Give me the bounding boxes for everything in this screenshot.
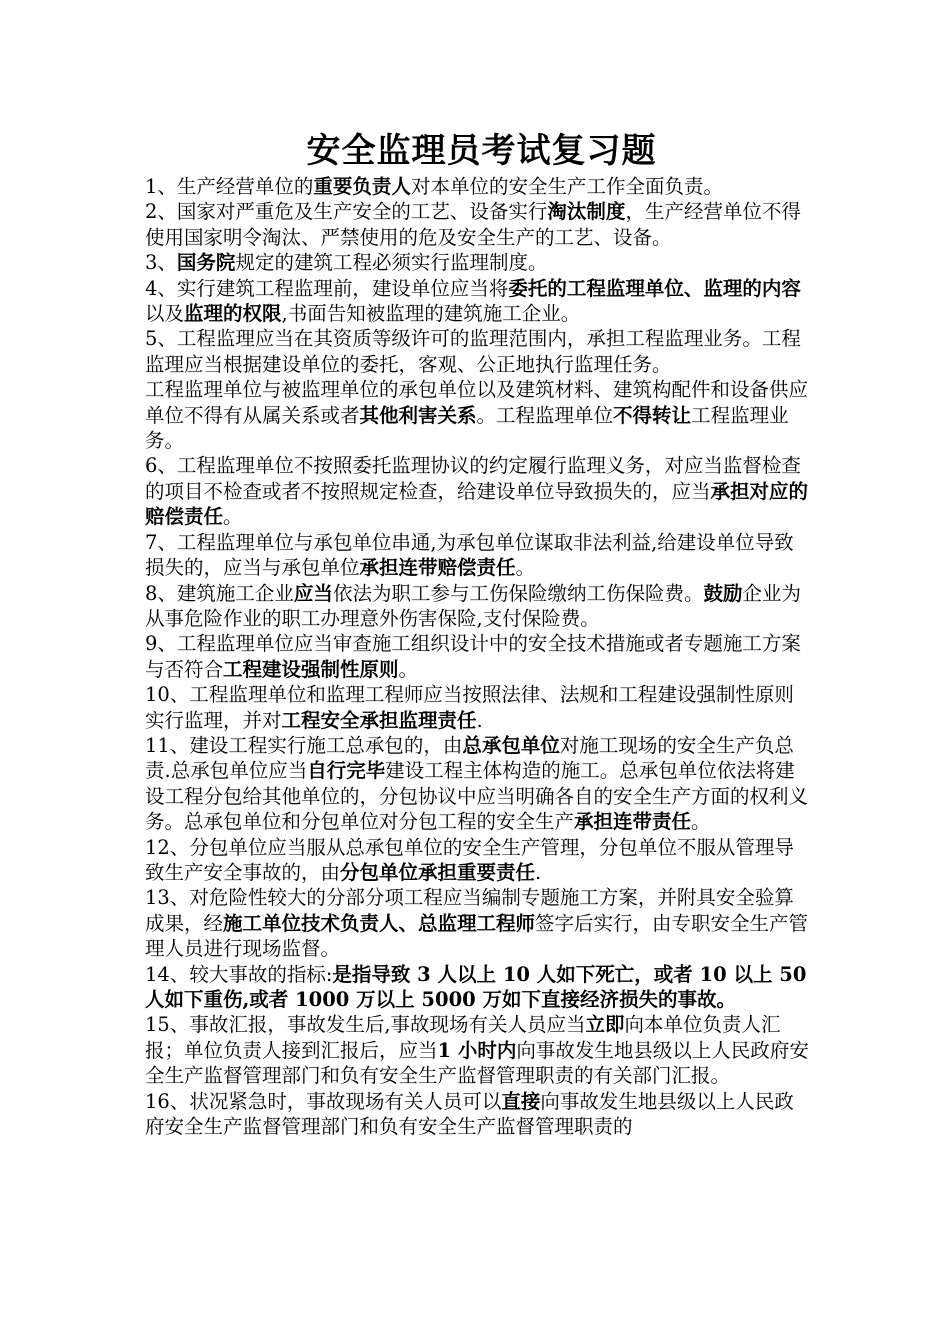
body-text-run: 对本单位的安全生产工作全面负责。 (410, 175, 723, 198)
emphasis-text: 是指导致 3 人以上 10 人如下死亡，或者 10 以上 50 人如下重伤,或者 1000 万以上 5000 万如下直接经济损失的事故。 (145, 962, 807, 1011)
emphasis-text: 监理的权限 (184, 302, 282, 326)
emphasis-text: 不得转让 (613, 403, 692, 427)
emphasis-text: 应当 (293, 581, 333, 605)
body-text-run: 依法为职工参与工伤保险缴纳工伤保险费。 (332, 581, 704, 605)
emphasis-text: 工程建设强制性原则 (223, 657, 399, 681)
body-text-run: 11、建设工程实行施工总承包的，由 (145, 733, 463, 757)
emphasis-text: 重要负责人 (313, 175, 411, 198)
body-text-run: 规定的建筑工程必须实行监理制度。 (235, 251, 548, 275)
body-text-run: 10、工程监理单位和监理工程师应当按照法律、法规和工程建设强制性原则实行监理，并对 (145, 683, 794, 732)
paragraph-13 (145, 835, 810, 886)
body-text-run: 5、工程监理应当在其资质等级许可的监理范围内，承担工程监理业务。工程监理应当根据建设单位的委托，客观、公正地执行监理任务。 (145, 327, 801, 376)
paragraph-6 (145, 377, 810, 453)
body-text-run: 向事故发生地县级以上人民政府安全生产监督管理部门和负有安全生产监督管理职责的 (145, 1089, 794, 1139)
body-text-run: 。 (691, 810, 711, 834)
emphasis-text: 淘汰制度 (547, 200, 626, 224)
body-text-run: 。 (223, 505, 243, 529)
body-text-run: 1、生产经营单位的 (145, 175, 314, 198)
body-text-run: 工程监理单位与被监理单位的承包单位以及建筑材料、建筑构配件和设备供应单位不得有从属关系或者 (145, 378, 809, 427)
body-text-run: ,书面告知被监理的建筑施工企业。 (281, 302, 581, 326)
body-text-run: 以及 (145, 302, 185, 326)
body-text-run: 6、工程监理单位不按照委托监理协议的约定履行监理义务，对应当监督检查的项目不检查或者不按照规定检查，给建设单位导致损失的，应当 (145, 454, 801, 503)
body-text-run: 16、状况紧急时，事故现场有关人员可以 (145, 1089, 502, 1113)
emphasis-text: 自行完毕 (307, 759, 386, 783)
paragraph-17 (145, 1089, 810, 1140)
body-text-run: 。 (515, 556, 536, 580)
document-page (145, 128, 810, 1139)
paragraph-1 (145, 174, 810, 199)
body-text-run: 14、较大事故的指标: (145, 962, 333, 986)
document-title: 安全监理员考试复习题 (306, 131, 657, 171)
body-text-run: 企业为从事危险作业的职工办理意外伤害保险,支付保险费。 (145, 581, 801, 630)
body-text-run: 2、国家对严重危及生产安全的工艺、设备实行 (145, 200, 548, 224)
emphasis-text: 施工单位技术负责人、总监理工程师 (223, 911, 536, 935)
body-text-run: 签字后实行，由专职安全生产管理人员进行现场监督。 (145, 911, 809, 961)
body-text-run: 8、建筑施工企业 (145, 581, 294, 605)
emphasis-text: 直接 (501, 1089, 541, 1113)
paragraph-10 (145, 631, 810, 682)
paragraph-3 (145, 250, 810, 275)
paragraph-16 (145, 1012, 810, 1088)
emphasis-text: 其他利害关系 (359, 403, 477, 427)
emphasis-text: 立即 (585, 1013, 625, 1037)
paragraph-7 (145, 453, 810, 529)
body-text-run: 对施工现场的安全生产负总责.总承包单位应当 (145, 733, 794, 783)
body-text-run: 9、工程监理单位应当审查施工组织设计中的安全技术措施或者专题施工方案与否符合 (145, 632, 801, 681)
body-text-run: . (476, 708, 483, 732)
body-text-run: 4、实行建筑工程监理前，建设单位应当将 (145, 276, 509, 300)
emphasis-text: 工程安全承担监理责任 (281, 708, 477, 732)
paragraph-15 (145, 962, 810, 1013)
paragraph-11 (145, 682, 810, 733)
emphasis-text: 承担对应的赔偿责任 (145, 479, 809, 529)
emphasis-text: 1 小时内 (437, 1038, 517, 1062)
paragraph-8 (145, 530, 810, 581)
body-text-run: 。工程监理单位 (476, 403, 614, 427)
paragraph-2 (145, 199, 810, 250)
emphasis-text: 分包单位承担重要责任 (340, 860, 536, 884)
body-text-run: 向本单位负责人汇报；单位负责人接到汇报后，应当 (145, 1013, 781, 1062)
paragraph-4 (145, 276, 810, 327)
emphasis-text: 承担连带赔偿责任 (359, 556, 516, 580)
body-text-run: 工程监理业务。 (145, 403, 789, 453)
body-text-run: 7、工程监理单位与承包单位串通,为承包单位谋取非法利益,给建设单位导致损失的，应当与承包单位 (145, 530, 794, 580)
paragraph-14 (145, 885, 810, 961)
body-text-run: 15、事故汇报，事故发生后,事故现场有关人员应当 (145, 1013, 586, 1037)
body-text-run: 。 (398, 657, 419, 681)
emphasis-text: 总承包单位 (462, 733, 560, 757)
paragraph-12 (145, 733, 810, 835)
paragraph-9 (145, 581, 810, 632)
paragraph-5 (145, 326, 810, 377)
body-text-run: . (535, 860, 542, 884)
document-body (145, 174, 810, 1139)
body-text-run: 3、 (145, 251, 177, 275)
body-text-run: 12、分包单位应当服从总承包单位的安全生产管理，分包单位不服从管理导致生产安全事故的，由 (145, 835, 794, 884)
body-text-run: ，生产经营单位不得使用国家明令淘汰、严禁使用的危及安全生产的工艺、设备。 (145, 200, 801, 249)
body-text-run: 向事故发生地县级以上人民政府安全生产监督管理部门和负有安全生产监督管理职责的有关部门汇报。 (145, 1038, 809, 1088)
emphasis-text: 鼓励 (703, 581, 743, 605)
emphasis-text: 委托的工程监理单位、监理的内容 (508, 276, 801, 300)
body-text-run: 13、对危险性较大的分部分项工程应当编制专题施工方案，并附具安全验算成果，经 (145, 886, 794, 935)
emphasis-text: 承担连带责任 (574, 810, 692, 834)
body-text-run: 建设工程主体构造的施工。总承包单位依法将建设工程分包给其他单位的，分包协议中应当明确各自的安全生产方面的权利义务。总承包单位和分包单位对分包工程的安全生产 (145, 759, 809, 834)
emphasis-text: 国务院 (176, 251, 236, 275)
